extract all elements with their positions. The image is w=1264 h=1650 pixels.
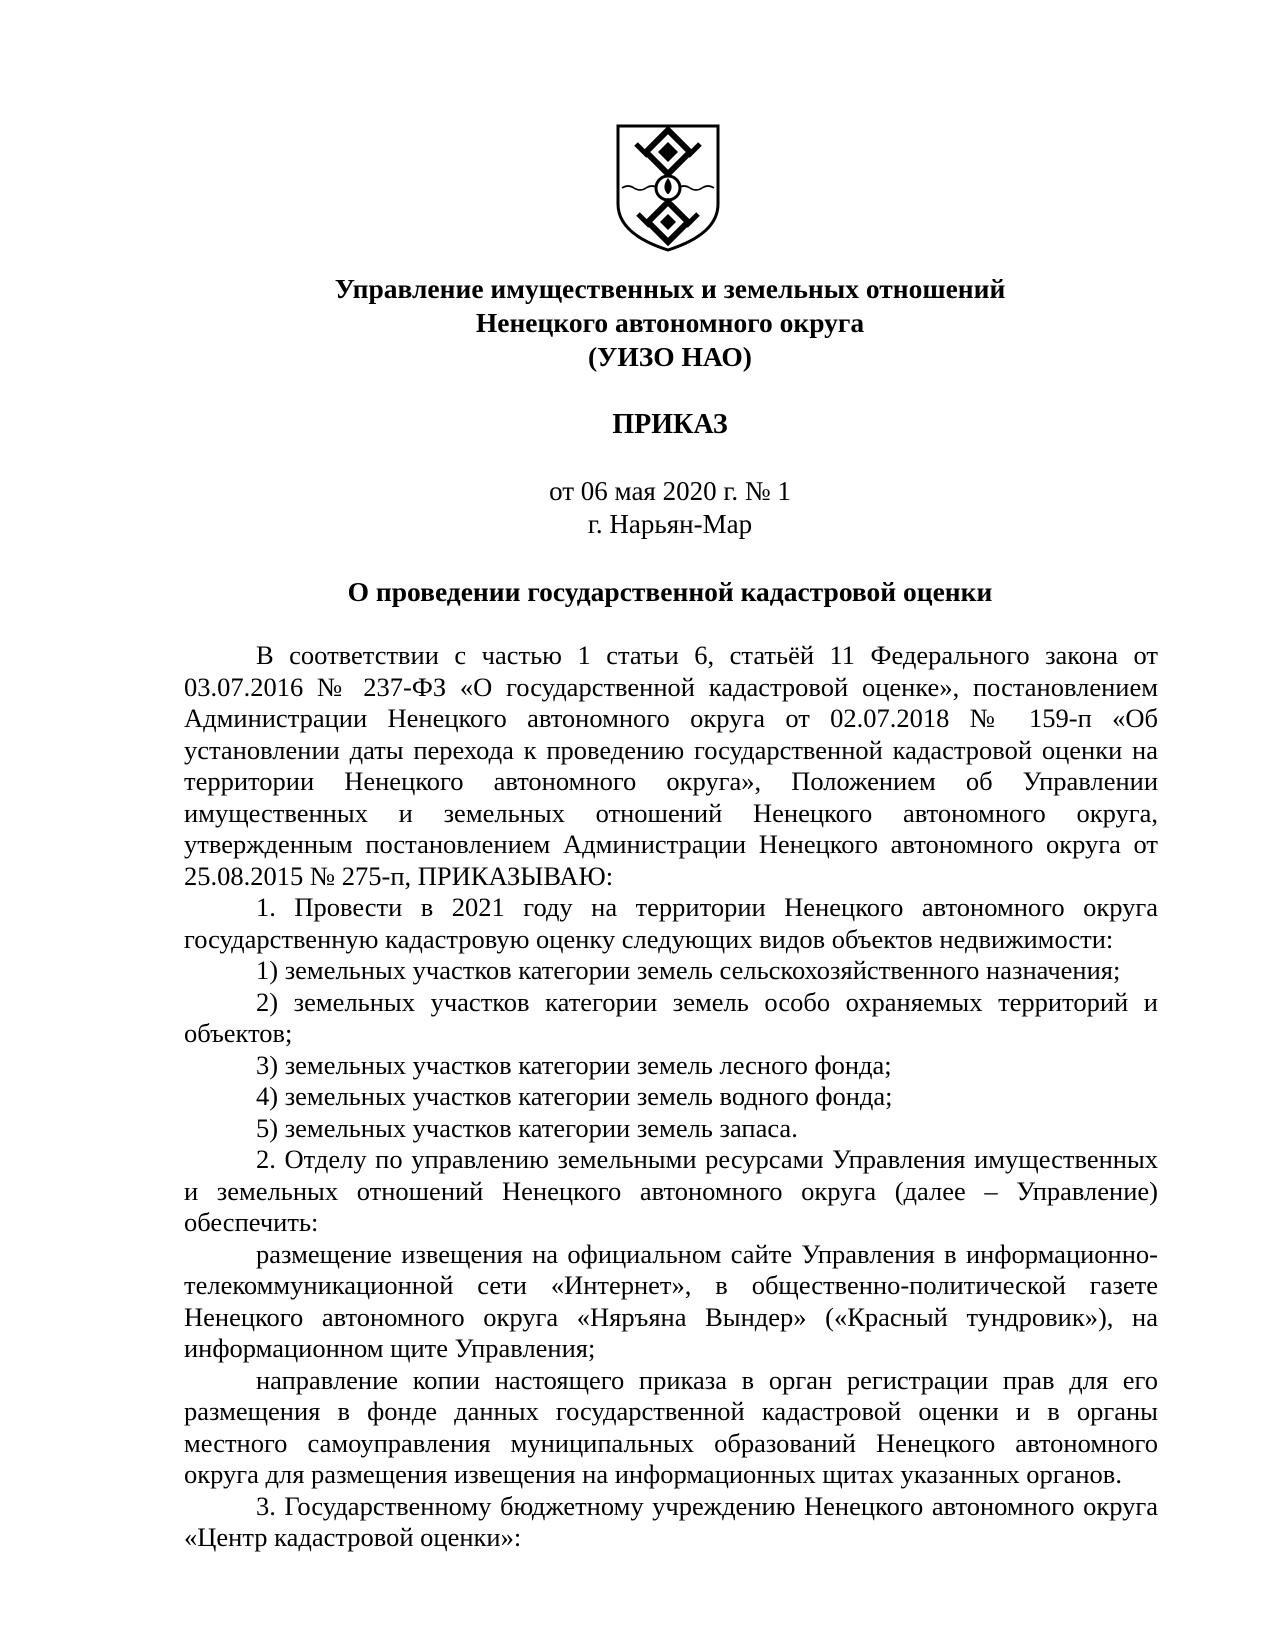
paragraph-subitem-1: 1) земельных участков категории земель сельскохозяйственного назначения;	[256, 955, 1121, 985]
paragraph-item-3: 3. Государственному бюджетному учреждению Ненецкого автономного округа «Центр кадастровой оценки»:	[184, 1490, 1158, 1552]
paragraph-subitem-3: 3) земельных участков категории земель лесного фонда;	[256, 1049, 892, 1080]
order-subject: О проведении государственной кадастровой оценки	[347, 576, 993, 607]
organization-name	[180, 272, 1160, 374]
org-line-2: Ненецкого автономного округа	[475, 307, 865, 338]
paragraph-preamble: В соответствии с частью 1 статьи 6, статьёй 11 Федерального закона от 03.07.2016 № 237-ФЗ «О государственной кадастровой оценке», постановлением Администрации Ненецкого автономного округа от 02.07.2018 № 159-п «Об установлении даты перехода к проведению государственной кадастровой оценки на территории Ненецкого автономного округа», Положением об Управлении имущественных и земельных отношений Ненецкого автономного округа, утвержденным постановлением Администрации Ненецкого автономного округа от 25.08.2015 № 275-п, ПРИКАЗЫВАЮ:	[184, 640, 1158, 891]
paragraph-item-2: 2. Отделу по управлению земельными ресурсами Управления имущественных и земельных отношений Ненецкого автономного округа (далее – Управление) обеспечить:	[184, 1144, 1158, 1237]
paragraph-item-2-distribution: направление копии настоящего приказа в орган регистрации прав для его размещения в фонде данных государственной кадастровой оценки и в органы местного самоуправления муниципальных образований Ненецкого автономного округа для размещения извещения на информационных щитах указанных органов.	[184, 1364, 1158, 1489]
order-date-number: от 06 мая 2020 г. № 1	[549, 476, 791, 506]
order-body	[184, 640, 1158, 1554]
order-place: г. Нарьян-Мар	[587, 509, 753, 539]
document-title: ПРИКАЗ	[612, 409, 728, 440]
org-line-1: Управление имущественных и земельных отношений	[334, 273, 1006, 304]
paragraph-item-2-publication: размещение извещения на официальном сайте Управления в информационно-телекоммуникационной сети «Интернет», в общественно-политической газете Ненецкого автономного округа «Няръяна Вындер» («Красный тундровик»), на информационном щите Управления;	[184, 1238, 1158, 1363]
date-and-place	[180, 475, 1160, 541]
paragraph-subitem-4: 4) земельных участков категории земель водного фонда;	[256, 1081, 893, 1111]
paragraph-subitem-5: 5) земельных участков категории земель запаса.	[256, 1112, 798, 1143]
paragraph-subitem-2: 2) земельных участков категории земель особо охраняемых территорий и объектов;	[184, 986, 1158, 1048]
coat-of-arms-icon	[614, 122, 722, 254]
paragraph-item-1: 1. Провести в 2021 году на территории Ненецкого автономного округа государственную кадастровую оценку следующих видов объектов недвижимости:	[184, 892, 1158, 954]
org-abbreviation: (УИЗО НАО)	[588, 341, 752, 372]
